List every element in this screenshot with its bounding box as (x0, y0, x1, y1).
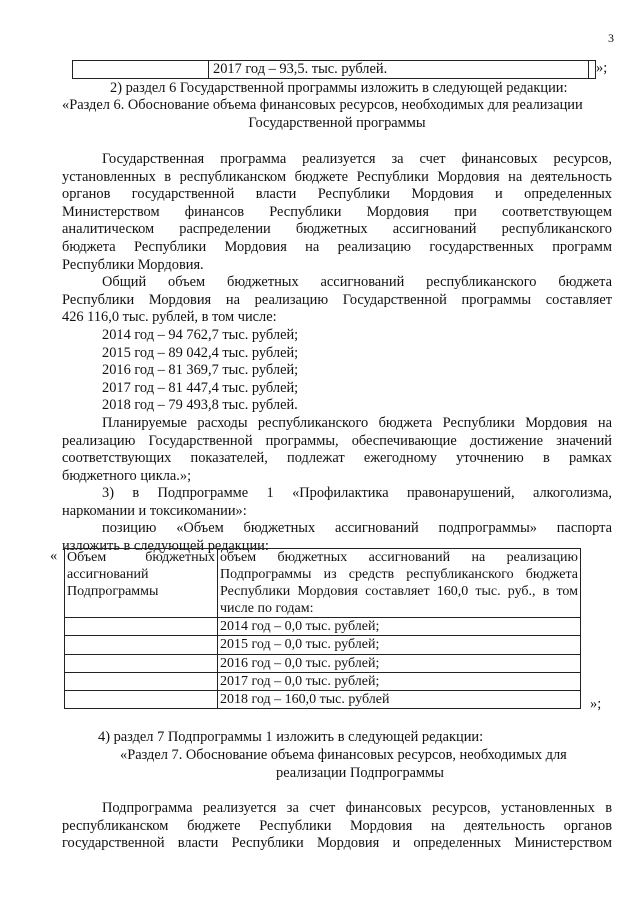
program-years-list (102, 327, 298, 415)
para2-line: Общий объем бюджетных ассигнований республиканского бюджета (102, 274, 612, 290)
passport-open-quote: « (50, 548, 58, 564)
para1-line: Государственная программа реализуется за счет финансовых ресурсов, (102, 151, 612, 167)
passport-year-row: 2014 год – 0,0 тыс. рублей; (218, 618, 581, 636)
passport-year-row: 2016 год – 0,0 тыс. рублей; (218, 654, 581, 672)
item4-section-heading-cont: реализации Подпрограммы (276, 765, 444, 781)
para4-line: республиканском бюджете Республики Мордовия на деятельность органов (62, 817, 612, 834)
passport-year-row: 2018 год – 160,0 тыс. рублей (218, 690, 581, 708)
passport-year-row: 2017 год – 0,0 тыс. рублей; (218, 672, 581, 690)
program-year-item: 2018 год – 79 493,8 тыс. рублей. (102, 397, 298, 414)
program-year-item: 2016 год – 81 369,7 тыс. рублей; (102, 362, 299, 379)
paragraph-subprogram-funding (62, 800, 612, 853)
item4-line1: 4) раздел 7 Подпрограммы 1 изложить в следующей редакции: (98, 729, 484, 745)
item4-section-heading: «Раздел 7. Обоснование объема финансовых ресурсов, необходимых для (120, 747, 567, 763)
passport-left-empty (65, 690, 218, 708)
program-year-item: 2015 год – 89 042,4 тыс. рублей; (102, 344, 299, 361)
item3b-line: изложить в следующей редакции: (62, 537, 269, 554)
program-year-item: 2014 год – 94 762,7 тыс. рублей; (102, 327, 299, 343)
passport-left-empty (65, 636, 218, 654)
item3-line: наркомании и токсикомании»: (62, 502, 247, 519)
para1-line: бюджета Республики Мордовия на реализацию государственных программ (62, 238, 612, 255)
passport-close-quote: »; (590, 696, 602, 712)
passport-left-empty (65, 654, 218, 672)
top-table-text: 2017 год – 93,5. тыс. рублей. (213, 61, 388, 77)
passport-left-empty (65, 618, 218, 636)
para2-line: 426 116,0 тыс. рублей, в том числе: (62, 309, 277, 326)
passport-left-empty (65, 672, 218, 690)
passport-right-line: Подпрограммы из средств республиканского бюджета (220, 567, 578, 583)
item2-section-heading-cont: Государственной программы (248, 115, 426, 131)
top-table-closing: »; (596, 60, 608, 76)
passport-year-row: 2015 год – 0,0 тыс. рублей; (218, 636, 581, 654)
passport-left-cell (65, 549, 218, 618)
para4-line: Подпрограмма реализуется за счет финансовых ресурсов, установленных в (102, 800, 612, 816)
para3-line: Планируемые расходы республиканского бюджета Республики Мордовия на (102, 415, 612, 431)
item3b-line: позицию «Объем бюджетных ассигнований подпрограммы» паспорта (102, 520, 612, 536)
para1-line: Республики Мордовия. (62, 256, 204, 273)
passport-right-line: числе по годам: (220, 601, 314, 617)
para1-line: органов государственной власти Республики Мордовия и определенных (62, 186, 612, 203)
paragraph-total-volume (62, 274, 612, 327)
para3-line: бюджетного цикла.»; (62, 467, 192, 484)
item3-line: 3) в Подпрограмме 1 «Профилактика правонарушений, алкоголизма, (102, 485, 612, 501)
passport-table (64, 548, 581, 709)
para3-line: соответствующих показателей, подлежат ежегодному уточнению в рамках (62, 450, 612, 467)
paragraph-funding-sources (62, 151, 612, 274)
passport-left-line: Подпрограммы (67, 584, 159, 600)
top-table-value-cell (213, 61, 589, 78)
passport-left-line: Объем бюджетных (67, 550, 215, 565)
item2-section-heading: «Раздел 6. Обоснование объема финансовых ресурсов, необходимых для реализации (62, 97, 583, 113)
para4-line: государственной власти Республики Мордовия и определенных Министерством (62, 835, 612, 852)
passport-right-line: Республики Мордовия составляет 160,0 тыс. руб., в том (220, 584, 578, 600)
top-table-empty-cell (73, 61, 209, 78)
passport-right-line: объем бюджетных ассигнований на реализацию (220, 550, 578, 565)
para2-line: Республики Мордовия на реализацию Государственной программы составляет (62, 291, 612, 308)
item2-line1: 2) раздел 6 Государственной программы изложить в следующей редакции: (110, 80, 568, 96)
page-number: 3 (608, 31, 614, 45)
paragraph-planned-expenses (62, 415, 612, 485)
item3 (62, 485, 612, 520)
passport-right-cell (218, 549, 581, 618)
passport-left-line: ассигнований (67, 567, 149, 583)
program-year-item: 2017 год – 81 447,4 тыс. рублей; (102, 379, 299, 396)
para3-line: реализацию Государственной программы, обеспечивающие достижение значений (62, 432, 612, 449)
para1-line: установленных в республиканском бюджете Республики Мордовия на деятельность (62, 168, 612, 185)
para1-line: аналитическом распределении бюджетных ассигнований республиканского (62, 221, 612, 238)
top-table (72, 60, 596, 79)
para1-line: Министерством финансов Республики Мордовия при соответствующем (62, 203, 612, 220)
